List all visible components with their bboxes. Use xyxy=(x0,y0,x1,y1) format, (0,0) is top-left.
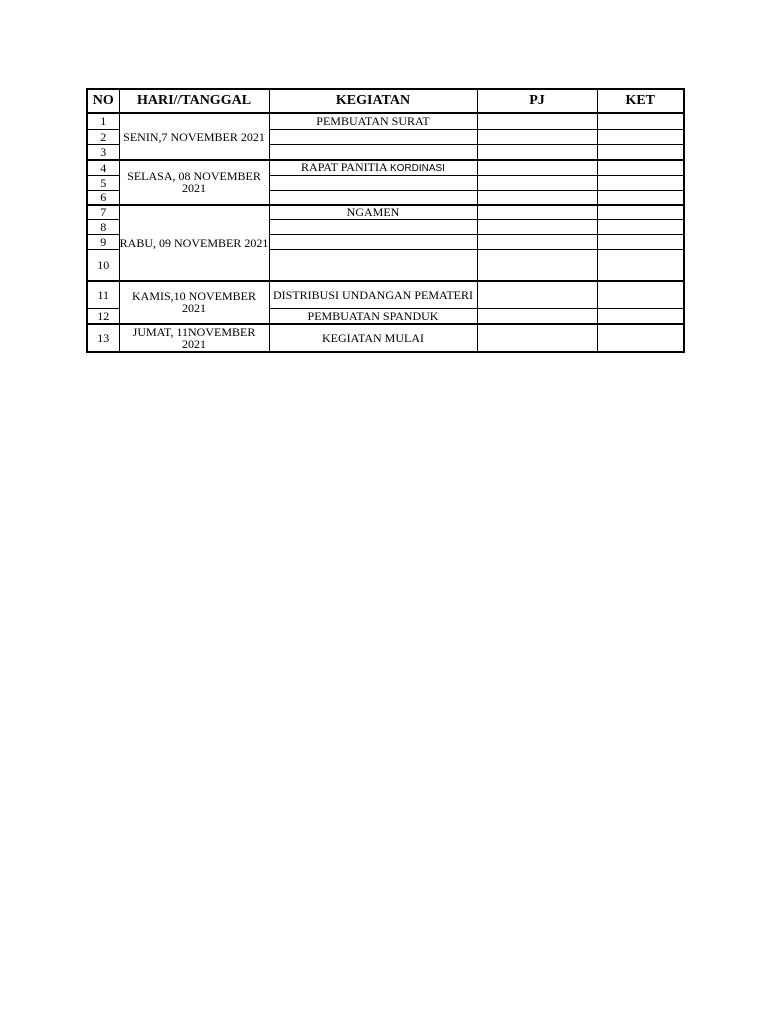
kegiatan-cell: PEMBUATAN SURAT xyxy=(269,113,477,129)
row-no: 8 xyxy=(87,220,119,235)
day-cell: SELASA, 08 NOVEMBER 2021 xyxy=(119,160,269,205)
pj-cell xyxy=(477,113,597,129)
kegiatan-subtext: KORDINASI xyxy=(389,163,445,174)
kegiatan-cell xyxy=(269,250,477,281)
row-no: 5 xyxy=(87,176,119,191)
ket-cell xyxy=(597,250,684,281)
kegiatan-cell xyxy=(269,160,477,176)
pj-cell xyxy=(477,309,597,324)
row-no: 3 xyxy=(87,144,119,160)
header-kegiatan: KEGIATAN xyxy=(269,89,477,113)
kegiatan-cell xyxy=(269,144,477,160)
ket-cell xyxy=(597,176,684,191)
day-cell: SENIN,7 NOVEMBER 2021 xyxy=(119,113,269,160)
row-no: 11 xyxy=(87,281,119,309)
ket-cell xyxy=(597,324,684,352)
schedule-table xyxy=(86,88,685,353)
row-no: 7 xyxy=(87,205,119,220)
day-cell: JUMAT, 11NOVEMBER 2021 xyxy=(119,324,269,352)
ket-cell xyxy=(597,144,684,160)
kegiatan-cell xyxy=(269,176,477,191)
kegiatan-cell: DISTRIBUSI UNDANGAN PEMATERI xyxy=(269,281,477,309)
pj-cell xyxy=(477,176,597,191)
pj-cell xyxy=(477,205,597,220)
row-no: 4 xyxy=(87,160,119,176)
kegiatan-cell xyxy=(269,129,477,144)
header-ket: KET xyxy=(597,89,684,113)
ket-cell xyxy=(597,220,684,235)
ket-cell xyxy=(597,160,684,176)
kegiatan-cell: PEMBUATAN SPANDUK xyxy=(269,309,477,324)
ket-cell xyxy=(597,129,684,144)
pj-cell xyxy=(477,281,597,309)
ket-cell xyxy=(597,191,684,205)
header-row xyxy=(87,89,684,113)
ket-cell xyxy=(597,235,684,250)
pj-cell xyxy=(477,220,597,235)
row-no: 6 xyxy=(87,191,119,205)
kegiatan-text: RAPAT PANITIA xyxy=(301,160,387,174)
kegiatan-cell: NGAMEN xyxy=(269,205,477,220)
row-no: 13 xyxy=(87,324,119,352)
kegiatan-cell: KEGIATAN MULAI xyxy=(269,324,477,352)
pj-cell xyxy=(477,324,597,352)
ket-cell xyxy=(597,281,684,309)
ket-cell xyxy=(597,309,684,324)
ket-cell xyxy=(597,205,684,220)
pj-cell xyxy=(477,250,597,281)
day-cell: RABU, 09 NOVEMBER 2021 xyxy=(119,205,269,281)
row-no: 1 xyxy=(87,113,119,129)
kegiatan-cell xyxy=(269,220,477,235)
row-no: 2 xyxy=(87,129,119,144)
table-row xyxy=(87,205,684,220)
kegiatan-cell xyxy=(269,235,477,250)
header-day: HARI//TANGGAL xyxy=(119,89,269,113)
row-no: 10 xyxy=(87,250,119,281)
kegiatan-cell xyxy=(269,191,477,205)
pj-cell xyxy=(477,191,597,205)
pj-cell xyxy=(477,235,597,250)
pj-cell xyxy=(477,160,597,176)
row-no: 12 xyxy=(87,309,119,324)
day-cell: KAMIS,10 NOVEMBER 2021 xyxy=(119,281,269,324)
table-row xyxy=(87,160,684,176)
table-row xyxy=(87,324,684,352)
header-no: NO xyxy=(87,89,119,113)
ket-cell xyxy=(597,113,684,129)
header-pj: PJ xyxy=(477,89,597,113)
table-row xyxy=(87,281,684,309)
pj-cell xyxy=(477,129,597,144)
table-row xyxy=(87,113,684,129)
row-no: 9 xyxy=(87,235,119,250)
pj-cell xyxy=(477,144,597,160)
